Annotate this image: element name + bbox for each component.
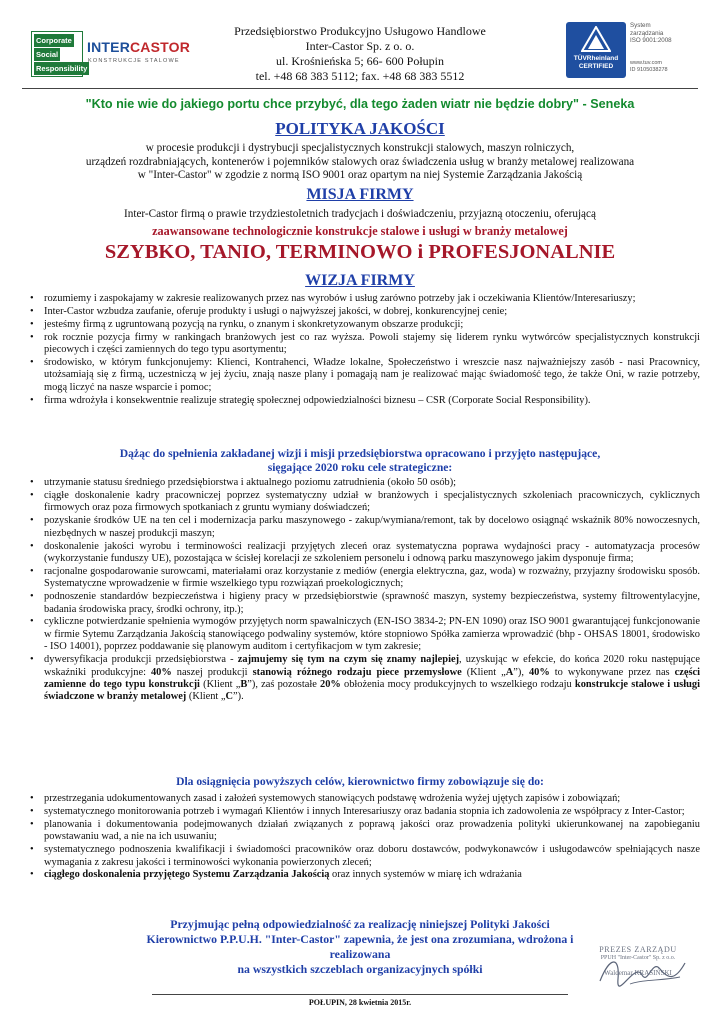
header-divider <box>22 88 698 89</box>
csr-line: Corporate <box>36 36 72 45</box>
mission-text: Inter-Castor firmą o prawie trzydziestoletnich tradycjach i doświadczeniu, przyjazną otoczeniu, oferującą <box>124 208 596 220</box>
policy-line: w "Inter-Castor" w zgodzie z normą ISO 9001 oraz opartym na niej Systemie Zarządzania Jakością <box>137 169 583 182</box>
vision-item: • firma wdrożyła i konsekwentnie realizuje strategię społecznej odpowiedzialności biznesu – CSR (Corporate Social Responsibility). <box>30 395 700 407</box>
goals-intro <box>30 447 690 474</box>
text-run: naszej produkcji <box>171 666 253 678</box>
policy-line: urządzeń rozdrabniających, kontenerów i pojemników stalowych oraz świadczenia usług w branży metalowej realizowana <box>85 155 635 168</box>
text-run-bold: B <box>240 679 248 690</box>
stamp-title: PREZES ZARZĄDU <box>599 945 677 954</box>
text-run-bold: stanowią różnego rodzaju piece przemysłowe <box>252 666 462 678</box>
vision-list <box>30 293 700 408</box>
vision-item: • środowisko, w którym funkcjonujemy: Klienci, Kontrahenci, Władze lokalne, Społeczeństwo i wreszcie nasz najważniejszy zasób - nasi Pracownicy, utożsamiają się z firmą, uczestniczą w jej życiu, znają nasze plany i pomagają nam je realizować mając świadomość tego, że także Oni, w razie potrzeby, mogą liczyć na nasze wsparcie i pomoc; <box>30 357 700 394</box>
tuv-badge-line: TÜVRheinland <box>573 55 619 62</box>
company-line: tel. +48 68 383 5112; fax. +48 68 383 5512 <box>255 69 465 83</box>
brand-subtitle: KONSTRUKCJE STALOWE <box>88 58 180 64</box>
brand-castor: CASTOR <box>130 39 191 55</box>
text-run-bold: 40% <box>528 666 550 678</box>
policy-text <box>20 142 700 183</box>
closing-line: Przyjmując pełną odpowiedzialność za realizację niniejszej Polityki Jakości <box>170 917 550 931</box>
text-run-bold: zajmujemy się tym na czym się znamy najlepiej <box>237 654 460 666</box>
company-line: Przedsiębiorstwo Produkcyjno Usługowo Handlowe <box>234 24 486 38</box>
company-line: Inter-Castor Sp. z o. o. <box>305 39 415 53</box>
brand-inter: INTER <box>87 39 130 55</box>
signature-rule <box>152 994 568 995</box>
text-run: (Klient „ <box>199 679 241 690</box>
vision-item: • Inter-Castor wzbudza zaufanie, oferuje produkty i usługi o najwyższej jakości, w dobrej, konkurencyjnej cenie; <box>30 306 700 318</box>
text-run: (Klient „ <box>461 666 506 678</box>
tuv-triangle-icon <box>581 26 611 52</box>
goal-item: • utrzymanie statusu średniego przedsiębiorstwa i aktualnego poziomu zatrudnienia (około 50 osób); <box>30 477 700 489</box>
certificate-url: www.tuv.com <box>630 59 662 66</box>
goal-item: • ciągłe doskonalenie kadry pracowniczej poprzez systematyczny udział w branżowych i specjalistycznych szkoleniach pracowniczych, cyklicznych firmowych oraz poza firmowych spotkaniach z gruntu wymiany doświadczeń; <box>30 490 700 515</box>
commitment-item: • przestrzegania udokumentowanych zasad i założeń systemowych stanowiących podstawę wdrożenia wyżej ujętych zapisów i zobowiązań; <box>30 793 700 805</box>
goal-item-diversification <box>30 654 700 704</box>
text-run-bold: konstrukcje stalowe i usługi świadczone w branży metalowej <box>44 679 700 703</box>
commitment-item: • systematycznego podnoszenia kwalifikacji i świadomości pracowników oraz doboru dostawców, podwykonawców i usługodawców spełniających nasze wymagania z zakresu jakości i terminowości wykonania powierzonych zleceń; <box>30 844 700 869</box>
company-address <box>200 24 520 84</box>
text-run: dywersyfikacja produkcji przedsiębiorstwa - <box>44 654 238 666</box>
brand-name <box>87 39 190 55</box>
vision-item: • jesteśmy firmą z ugruntowaną pozycją na rynku, o znanym i skonkretyzowanym obszarze produkcji; <box>30 319 700 331</box>
stamp-company: PPUH "Inter-Castor" Sp. z o.o. <box>600 955 676 961</box>
policy-title: POLITYKA JAKOŚCI <box>275 119 445 138</box>
text-run: (Klient „ <box>186 691 226 703</box>
document-date: POŁUPIN, 28 kwietnia 2015r. <box>308 998 412 1007</box>
csr-line: Social <box>36 50 59 59</box>
policy-line: w procesie produkcji i dystrybucji specjalistycznych konstrukcji stalowych, maszyn rolniczych, <box>145 142 575 154</box>
goals-intro-line: Dążąc do spełnienia zakładanej wizji i misji przedsiębiorstwa opracowano i przyjęto następujące, <box>119 447 601 460</box>
certificate-line: System <box>630 22 651 29</box>
vision-item: • rozumiemy i zaspokajamy w zakresie realizowanych przez nas wyrobów i usług zarówno potrzeby jak i oczekiwania Klientów/Interesariuszy; <box>30 293 700 305</box>
goal-item: • pozyskanie środków UE na ten cel i modernizacja parku maszynowego - zakup/wymiana/remont, tak by docelowo osiągnąć wskaźnik 80% nowoczesnych, niezbędnych w naszej produkcji maszyn; <box>30 515 700 540</box>
seneka-quote: "Kto nie wie do jakiego portu chce przybyć, dla tego żaden wiatr nie będzie dobry" - Seneka <box>85 97 635 111</box>
vision-item: • rok rocznie pozycja firmy w rankingach branżowych jest co raz wyższa. Powoli stajemy się liderem rynku wytwórców specjalistycznych konstrukcji piecowych i części zamiennych do tego typu asortymentu; <box>30 332 700 357</box>
certificate-line: zarządzania <box>630 29 664 37</box>
csr-logo <box>31 31 88 77</box>
tuv-badge <box>566 22 626 78</box>
mission-title: MISJA FIRMY <box>306 186 414 203</box>
goal-item: • cykliczne potwierdzanie spełnienia wymogów przyjętych norm spawalniczych (EN-ISO 3834-2; PN-EN 1090) oraz ISO 9001 gwarantującej funkcjonowanie w firmie Sytemu Zarządzania Jakością stanowiącego podwaliny systemów, które stopniowo Spółka zamierza wprowadzić (bhp - OHSAS 18001, środowisko - ISO 14001), poprzez poddawanie się planowym auditom i certyfikacjom w tym zakresie; <box>30 616 700 653</box>
tuv-certificate <box>566 22 706 80</box>
text-run: ”), <box>513 666 529 678</box>
mission-slogan: SZYBKO, TANIO, TERMINOWO i PROFESJONALNIE <box>104 241 616 263</box>
commitment-item: • systematycznego monitorowania potrzeb i wymagań Klientów i innych Interesariuszy oraz badania stopnia ich zadowolenia ze współpracy z Inter-Castor; <box>30 806 700 818</box>
csr-line: Responsibility <box>36 64 88 73</box>
goal-item: • racjonalne gospodarowanie surowcami, materiałami oraz korzystanie z mediów (energia elektryczna, gaz, woda) w rozważny, przyjazny środowisku sposób. Systematyczne wprowadzenie w firmie wszelkiego typu rozwiązań proekologicznych; <box>30 566 700 591</box>
vision-title: WIZJA FIRMY <box>305 272 415 289</box>
text-run: oraz innych systemów w miarę ich wdrażania <box>329 869 522 881</box>
commitment-item-qms <box>30 869 700 881</box>
goal-item: • doskonalenie jakości wyrobu i terminowości realizacji przyjętych zleceń oraz systematyczna poprawa wydajności pracy - automatyzacja procesów (wykorzystanie funduszy UE), pozostająca w ścisłej korelacji ze szkoleniem personelu i odnową parku maszynowego jakim dysponuje firma; <box>30 541 700 566</box>
tuv-badge-line: CERTIFIED <box>578 63 614 70</box>
certificate-text <box>630 22 706 75</box>
text-run-bold: 20% <box>320 679 341 690</box>
closing-line: na wszystkich szczeblach organizacyjnych spółki <box>237 962 483 976</box>
commitment-item: • planowania i dokumentowania podejmowanych działań związanych z poprawą jakości oraz prowadzenia polityki ukierunkowanej na zapobieganiu powstawaniu wad, a nie na ich usuwaniu; <box>30 819 700 844</box>
certificate-id: ID 9105038278 <box>630 67 668 74</box>
text-run-bold: ciągłego doskonalenia przyjętego Systemu Zarządzania Jakością <box>44 869 330 881</box>
certificate-line: ISO 9001:2008 <box>630 37 672 45</box>
goals-intro-line: sięgające 2020 roku cele strategiczne: <box>267 460 453 474</box>
text-run-bold: 40% <box>150 666 172 678</box>
signature-icon <box>590 951 690 991</box>
mission-red-line: zaawansowane technologicznie konstrukcje stalowe i usługi w branży metalowej <box>152 224 568 238</box>
text-run-bold: C <box>225 691 234 703</box>
document-header <box>0 0 720 92</box>
commitments-intro: Dla osiągnięcia powyższych celów, kierownictwo firmy zobowiązuje się do: <box>176 775 544 788</box>
closing-statement <box>120 917 600 977</box>
president-stamp <box>578 945 698 1005</box>
text-run-bold: A <box>505 666 514 678</box>
goal-item: • podnoszenie standardów bezpieczeństwa i higieny pracy w przedsiębiorstwie (sprawność maszyn, systemy bezpieczeństwa, systemy filtrowentylacyjne, badania środowiska pracy, środki ochrony, itp.); <box>30 591 700 616</box>
tuv-badge-text <box>566 55 626 71</box>
company-logo <box>31 31 191 77</box>
company-line: ul. Krośnieńska 5; 66- 600 Połupin <box>276 54 444 68</box>
text-run-bold: części zamienne do tego typu konstrukcji <box>44 666 700 690</box>
text-run: ”), zaś pozostałe <box>247 679 321 690</box>
stamp-name: Waldemar KRASIŃSKI <box>604 969 672 977</box>
goals-list <box>30 477 700 704</box>
text-run: obłożenia mocy produkcyjnych to wszelkiego rodzaju <box>340 679 575 690</box>
commitments-list <box>30 793 700 882</box>
text-run: to wykonywane przez nas <box>549 666 675 678</box>
text-run: , uzyskując w efekcie, do końca 2020 roku następujące wskaźniki produkcyjne: <box>44 654 701 678</box>
text-run: ”). <box>233 691 244 703</box>
closing-line: Kierownictwo P.P.U.H. "Inter-Castor" zapewnia, że jest ona zrozumiana, wdrożona i realizowana <box>146 932 574 961</box>
